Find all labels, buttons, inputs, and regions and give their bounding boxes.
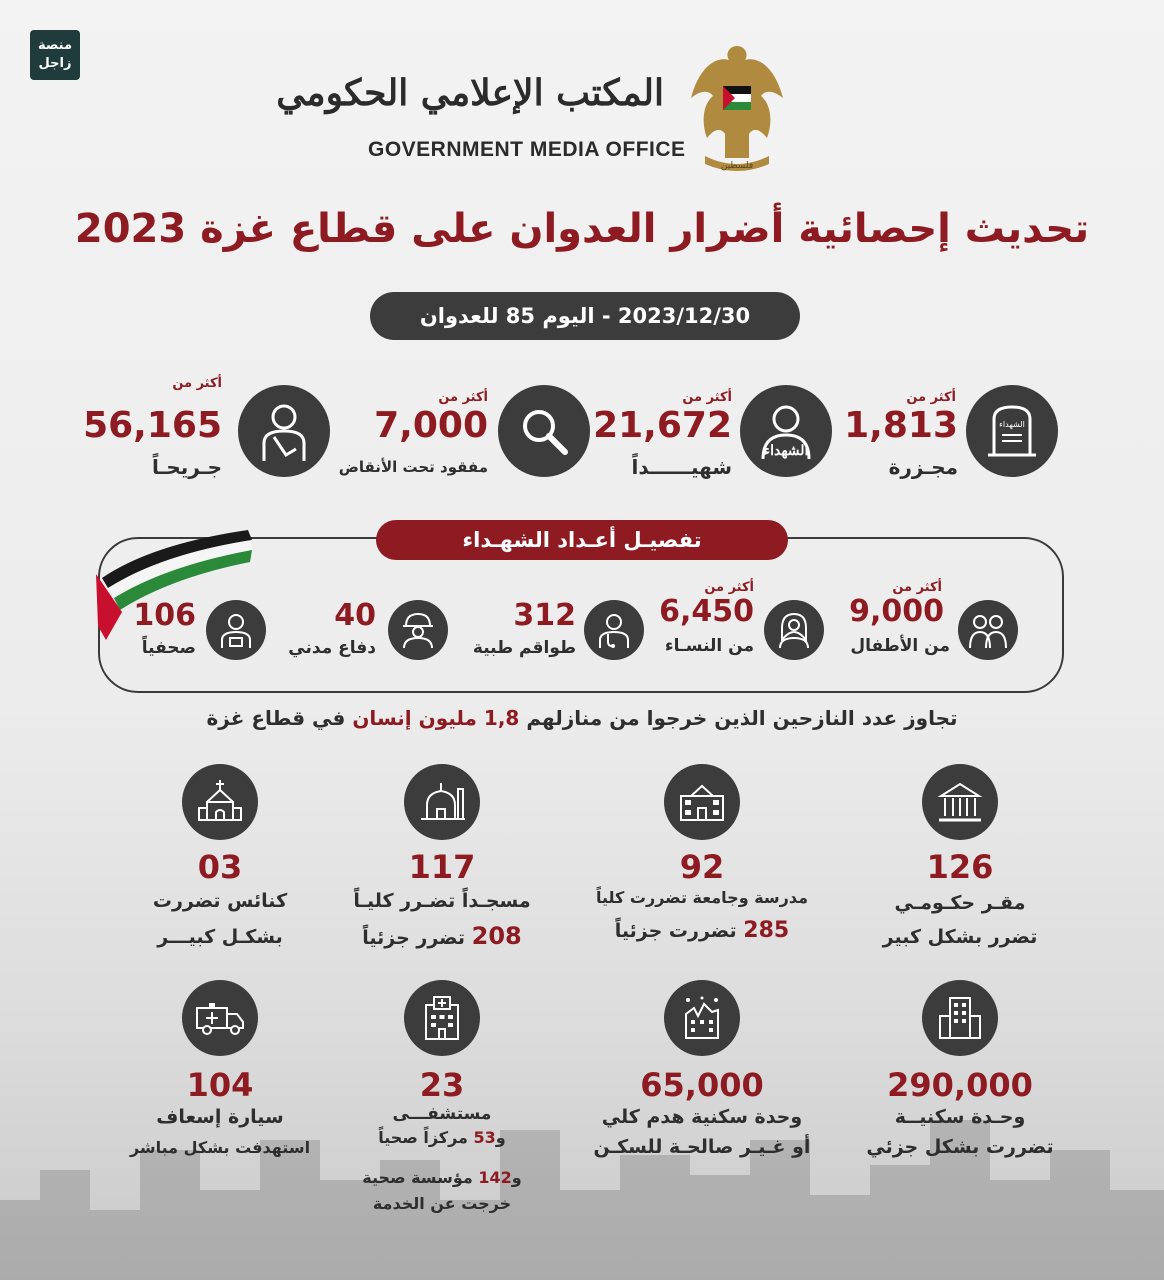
grid-hospital-centers-num: 53	[473, 1128, 496, 1147]
page-title: تحديث إحصائية أضرار العدوان على قطاع غزة 2023	[74, 206, 1090, 252]
grid-destroyed-units-line1: وحدة سكنية هدم كلي	[601, 1106, 803, 1128]
grid-mosque-partial-num: 208	[471, 922, 522, 950]
martyrs-person-icon	[740, 385, 832, 477]
stat-martyrs-label: شهيــــــداً	[631, 455, 732, 479]
grid-hospital-institutions-text: مؤسسة صحية	[362, 1168, 473, 1187]
stat-massacres-label: مجـزرة	[888, 455, 958, 479]
grid-partial-units-value: 290,000	[887, 1066, 1033, 1104]
grid-school-partial-text: تضررت جزئياً	[614, 920, 737, 942]
grid-school-extra	[562, 918, 842, 943]
grid-hospital-sub2	[302, 1168, 582, 1187]
grid-ambulance-line1: سيارة إسعاف	[156, 1106, 284, 1128]
detail-women-value: 6,450	[659, 594, 754, 629]
displaced-statement	[120, 706, 1044, 730]
grid-hospital-centers-text: مركزاً صحياً	[378, 1128, 468, 1147]
mosque-icon	[404, 764, 480, 840]
detail-women-label: من النسـاء	[664, 636, 754, 656]
school-icon	[664, 764, 740, 840]
tombstone-icon	[966, 385, 1058, 477]
grid-destroyed-units-line2: أو غـيـر صالحـة للسكـن	[593, 1136, 811, 1158]
grid-mosque-value: 117	[408, 848, 476, 886]
stat-missing-value: 7,000	[374, 405, 488, 446]
martyrs-detail-title: تفصيـل أعـداد الشهـداء	[376, 520, 788, 560]
injured-person-icon	[238, 385, 330, 477]
church-icon	[182, 764, 258, 840]
stat-injured-label: جـريحـاً	[152, 455, 222, 479]
detail-medical-value: 312	[513, 598, 576, 633]
watermark-logo: منصة زاجل	[30, 30, 80, 80]
svg-text:الشهداء: الشهداء	[999, 420, 1025, 429]
grid-school-line1: مدرسة وجامعة تضررت كلياً	[595, 888, 809, 907]
displaced-highlight: 1,8 مليون إنسان	[352, 706, 520, 730]
grid-mosque-line1: مسجـداً تضـرر كليـاً	[353, 890, 531, 912]
palestine-eagle-emblem	[685, 38, 789, 178]
grid-hospital-value: 23	[419, 1066, 465, 1104]
grid-hospital-and1: و	[495, 1128, 506, 1147]
magnifier-icon	[498, 385, 590, 477]
detail-children-value: 9,000	[849, 594, 944, 629]
grid-gov-line2: تضرر بشكل كبير	[882, 926, 1038, 948]
grid-hospital-line1: مستشفـــى	[392, 1104, 492, 1124]
grid-partial-units-line2: تضررت بشكل جزئي	[866, 1136, 1054, 1158]
destroyed-building-icon	[664, 980, 740, 1056]
ambulance-icon	[182, 980, 258, 1056]
journalist-icon	[206, 600, 266, 660]
grid-mosque-partial-text: تضرر جزئياً	[362, 927, 466, 949]
grid-ambulance-value: 104	[186, 1066, 254, 1104]
more-than-label: أكثر من	[172, 376, 222, 391]
svg-text:الشهداء: الشهداء	[763, 443, 809, 459]
government-building-icon	[922, 764, 998, 840]
stat-massacres-value: 1,813	[844, 405, 958, 446]
hospital-icon	[404, 980, 480, 1056]
grid-church-value: 03	[197, 848, 243, 886]
doctor-icon	[584, 600, 644, 660]
detail-children-label: من الأطفال	[850, 636, 950, 656]
org-name-english: GOVERNMENT MEDIA OFFICE	[368, 138, 686, 161]
woman-icon	[764, 600, 824, 660]
stat-missing-label: مفقود تحت الأنقاض	[338, 458, 488, 476]
detail-journalists-value: 106	[133, 598, 196, 633]
grid-gov-line1: مقـر حكـومـي	[894, 892, 1026, 914]
grid-gov-value: 126	[926, 848, 994, 886]
grid-church-line1: كنائس تضررت	[152, 890, 288, 912]
firefighter-icon	[388, 600, 448, 660]
grid-destroyed-units-value: 65,000	[640, 1066, 764, 1104]
detail-journalists-label: صحفياً	[141, 638, 196, 658]
grid-hospital-and2: و	[511, 1168, 522, 1187]
detail-medical-label: طواقم طبية	[472, 638, 576, 658]
more-than-label: أكثر من	[892, 580, 942, 595]
stat-martyrs-value: 21,672	[593, 405, 732, 446]
grid-church-line2: بشكـل كبيـــر	[157, 926, 283, 948]
displaced-text-end: في قطاع غزة	[206, 706, 346, 730]
org-name-arabic: المكتب الإعلامي الحكومي	[276, 72, 664, 114]
detail-civil-defense-value: 40	[334, 598, 376, 633]
grid-hospital-sub2-line2: خرجت عن الخدمة	[372, 1194, 512, 1213]
apartment-icon	[922, 980, 998, 1056]
detail-civil-defense-label: دفاع مدني	[288, 638, 376, 658]
more-than-label: أكثر من	[704, 580, 754, 595]
more-than-label: أكثر من	[682, 390, 732, 405]
grid-school-partial-num: 285	[743, 918, 790, 943]
grid-partial-units-line1: وحـدة سكنيــة	[894, 1106, 1026, 1128]
emblem-text: فلسطين	[720, 161, 754, 171]
stat-injured-value: 56,165	[83, 405, 222, 446]
more-than-label: أكثر من	[906, 390, 956, 405]
grid-hospital-institutions-num: 142	[478, 1168, 512, 1187]
displaced-text-start: تجاوز عدد النازحين الذين خرجوا من منازلهم	[526, 706, 958, 730]
grid-ambulance-line2: استهدفت بشكل مباشر	[129, 1138, 311, 1157]
date-pill: 2023/12/30 - اليوم 85 للعدوان	[370, 292, 800, 340]
more-than-label: أكثر من	[438, 390, 488, 405]
children-icon	[958, 600, 1018, 660]
grid-school-value: 92	[679, 848, 725, 886]
